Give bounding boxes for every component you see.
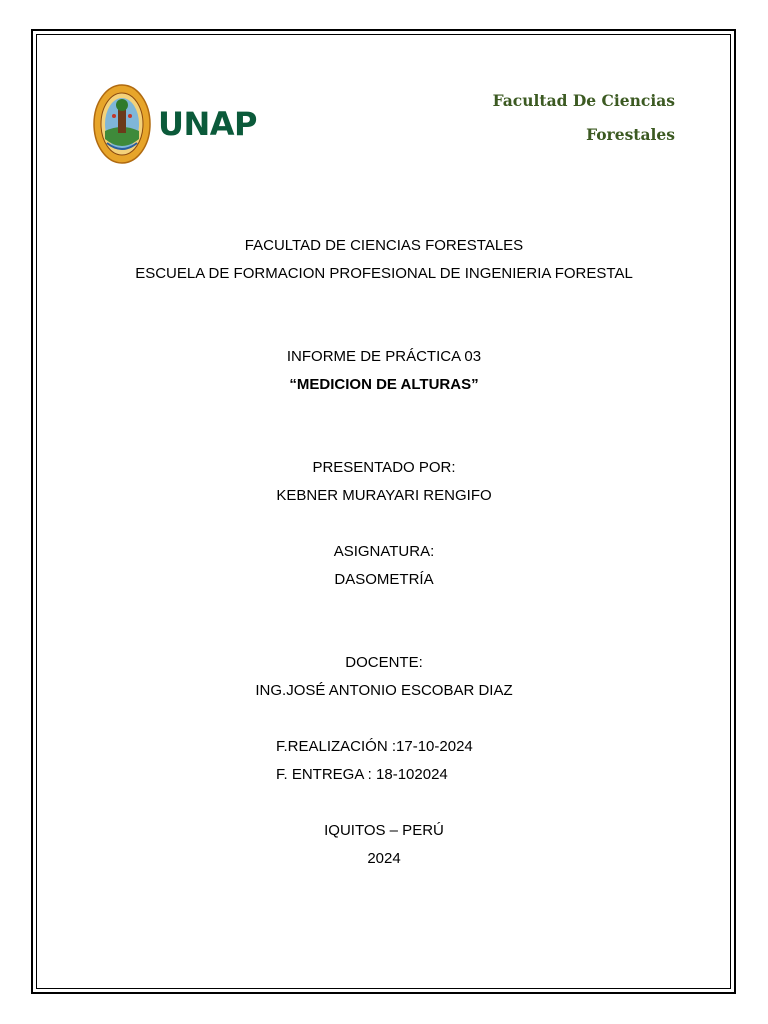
institution-block bbox=[0, 232, 768, 288]
report-block bbox=[0, 343, 768, 399]
date-delivery: F. ENTREGA : 18-102024 bbox=[276, 766, 448, 783]
school-name: ESCUELA DE FORMACION PROFESIONAL DE INGENIERIA FORESTAL bbox=[135, 265, 633, 282]
place-block bbox=[0, 817, 768, 873]
faculty-header-line1: Facultad De Ciencias bbox=[492, 91, 675, 110]
presented-label: PRESENTADO POR: bbox=[312, 459, 456, 476]
subject-name: DASOMETRÍA bbox=[334, 571, 434, 588]
university-logo bbox=[92, 82, 272, 166]
date-made: F.REALIZACIÓN :17-10-2024 bbox=[276, 738, 473, 755]
teacher-block bbox=[0, 649, 768, 705]
presented-block bbox=[0, 454, 768, 510]
university-seal-icon bbox=[92, 83, 152, 165]
logo-wordmark: UNAP bbox=[158, 105, 257, 143]
faculty-header-line2: Forestales bbox=[586, 125, 675, 144]
faculty-name: FACULTAD DE CIENCIAS FORESTALES bbox=[244, 237, 524, 254]
subject-label: ASIGNATURA: bbox=[333, 543, 435, 560]
city: IQUITOS – PERÚ bbox=[324, 822, 444, 839]
report-title: “MEDICION DE ALTURAS” bbox=[289, 376, 479, 393]
year: 2024 bbox=[367, 850, 401, 867]
faculty-header bbox=[493, 84, 675, 152]
author-name: KEBNER MURAYARI RENGIFO bbox=[276, 487, 492, 504]
dates-block bbox=[276, 733, 473, 789]
teacher-label: DOCENTE: bbox=[345, 654, 423, 671]
teacher-name: ING.JOSÉ ANTONIO ESCOBAR DIAZ bbox=[255, 682, 513, 699]
report-label: INFORME DE PRÁCTICA 03 bbox=[286, 348, 482, 365]
subject-block bbox=[0, 538, 768, 594]
